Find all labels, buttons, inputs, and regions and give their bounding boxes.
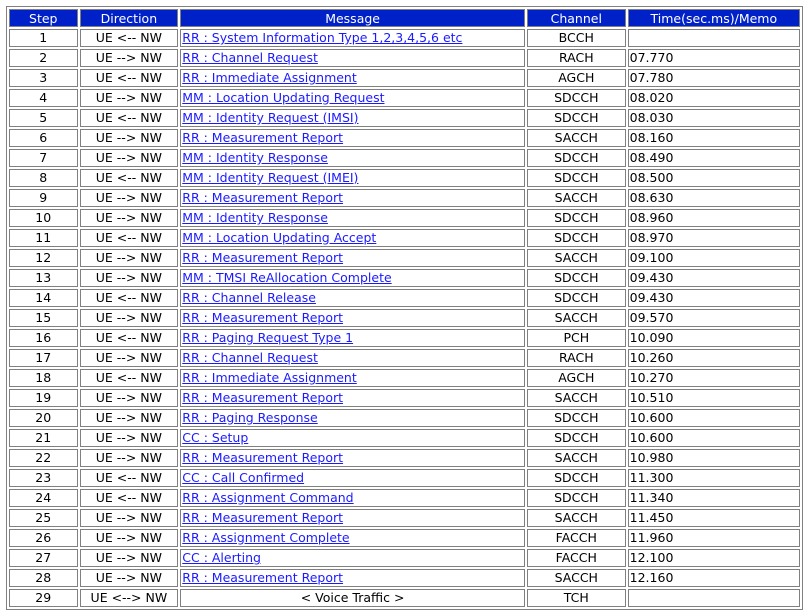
table-row <box>9 29 800 47</box>
channel-cell: RACH <box>527 49 626 67</box>
direction-cell: UE --> NW <box>80 269 179 287</box>
step-cell: 12 <box>9 249 78 267</box>
message-link[interactable]: RR : Immediate Assignment <box>182 370 357 385</box>
message-link[interactable]: RR : Measurement Report <box>182 570 344 585</box>
direction-cell: UE --> NW <box>80 569 179 587</box>
table-row <box>9 269 800 287</box>
step-cell: 9 <box>9 189 78 207</box>
message-link[interactable]: CC : Call Confirmed <box>182 470 305 485</box>
direction-cell: UE --> NW <box>80 389 179 407</box>
channel-cell: SDCCH <box>527 409 626 427</box>
channel-cell: TCH <box>527 589 626 607</box>
message-cell <box>180 29 525 47</box>
table-row <box>9 349 800 367</box>
time-memo-cell: 11.960 <box>628 529 800 547</box>
step-cell: 11 <box>9 229 78 247</box>
message-link[interactable]: RR : Channel Release <box>182 290 316 305</box>
time-memo-cell: 08.490 <box>628 149 800 167</box>
time-memo-cell: 11.340 <box>628 489 800 507</box>
direction-cell: UE --> NW <box>80 249 179 267</box>
table-row <box>9 209 800 227</box>
step-cell: 28 <box>9 569 78 587</box>
time-memo-cell: 09.430 <box>628 289 800 307</box>
message-cell <box>180 369 525 387</box>
step-cell: 14 <box>9 289 78 307</box>
message-link[interactable]: MM : Location Updating Request <box>182 90 385 105</box>
table-row <box>9 389 800 407</box>
message-link[interactable]: RR : Measurement Report <box>182 310 344 325</box>
header-direction: Direction <box>80 9 179 27</box>
message-link[interactable]: RR : Measurement Report <box>182 390 344 405</box>
table-row <box>9 429 800 447</box>
direction-cell: UE <-- NW <box>80 329 179 347</box>
message-link[interactable]: RR : Paging Response <box>182 410 318 425</box>
message-link[interactable]: RR : Measurement Report <box>182 190 344 205</box>
channel-cell: SACCH <box>527 569 626 587</box>
message-link[interactable]: RR : Measurement Report <box>182 450 344 465</box>
message-cell <box>180 329 525 347</box>
step-cell: 27 <box>9 549 78 567</box>
table-row <box>9 589 800 607</box>
message-cell <box>180 309 525 327</box>
table-row <box>9 289 800 307</box>
table-row <box>9 109 800 127</box>
channel-cell: SACCH <box>527 449 626 467</box>
step-cell: 16 <box>9 329 78 347</box>
header-step: Step <box>9 9 78 27</box>
step-cell: 8 <box>9 169 78 187</box>
direction-cell: UE <-- NW <box>80 69 179 87</box>
time-memo-cell: 08.960 <box>628 209 800 227</box>
table-row <box>9 369 800 387</box>
time-memo-cell: 08.970 <box>628 229 800 247</box>
message-cell <box>180 129 525 147</box>
step-cell: 24 <box>9 489 78 507</box>
message-log-container <box>6 6 803 610</box>
time-memo-cell: 08.630 <box>628 189 800 207</box>
step-cell: 7 <box>9 149 78 167</box>
time-memo-cell: 10.270 <box>628 369 800 387</box>
message-link[interactable]: RR : Channel Request <box>182 350 318 365</box>
direction-cell: UE --> NW <box>80 529 179 547</box>
step-cell: 26 <box>9 529 78 547</box>
channel-cell: SACCH <box>527 249 626 267</box>
direction-cell: UE --> NW <box>80 309 179 327</box>
step-cell: 21 <box>9 429 78 447</box>
channel-cell: PCH <box>527 329 626 347</box>
message-cell <box>180 289 525 307</box>
step-cell: 18 <box>9 369 78 387</box>
message-log-body <box>9 29 800 607</box>
time-memo-cell: 12.160 <box>628 569 800 587</box>
step-cell: 29 <box>9 589 78 607</box>
step-cell: 4 <box>9 89 78 107</box>
channel-cell: BCCH <box>527 29 626 47</box>
time-memo-cell: 10.600 <box>628 429 800 447</box>
channel-cell: SDCCH <box>527 469 626 487</box>
time-memo-cell: 09.430 <box>628 269 800 287</box>
time-memo-cell: 08.030 <box>628 109 800 127</box>
header-row <box>9 9 800 27</box>
message-cell <box>180 409 525 427</box>
message-cell <box>180 109 525 127</box>
time-memo-cell: 08.020 <box>628 89 800 107</box>
table-row <box>9 569 800 587</box>
message-link[interactable]: RR : Measurement Report <box>182 510 344 525</box>
time-memo-cell: 09.100 <box>628 249 800 267</box>
direction-cell: UE --> NW <box>80 129 179 147</box>
direction-cell: UE --> NW <box>80 409 179 427</box>
message-cell <box>180 569 525 587</box>
direction-cell: UE <-- NW <box>80 469 179 487</box>
time-memo-cell: 08.160 <box>628 129 800 147</box>
direction-cell: UE --> NW <box>80 49 179 67</box>
channel-cell: SACCH <box>527 389 626 407</box>
message-cell <box>180 69 525 87</box>
channel-cell: SDCCH <box>527 489 626 507</box>
direction-cell: UE <-- NW <box>80 489 179 507</box>
channel-cell: SDCCH <box>527 209 626 227</box>
header-channel: Channel <box>527 9 626 27</box>
message-cell <box>180 269 525 287</box>
time-memo-cell: 11.300 <box>628 469 800 487</box>
time-memo-cell: 10.260 <box>628 349 800 367</box>
channel-cell: FACCH <box>527 549 626 567</box>
step-cell: 10 <box>9 209 78 227</box>
direction-cell: UE <-- NW <box>80 169 179 187</box>
step-cell: 17 <box>9 349 78 367</box>
direction-cell: UE <-- NW <box>80 29 179 47</box>
table-row <box>9 449 800 467</box>
message-link[interactable]: CC : Setup <box>182 430 249 445</box>
table-row <box>9 169 800 187</box>
direction-cell: UE <-- NW <box>80 369 179 387</box>
message-cell <box>180 349 525 367</box>
table-row <box>9 69 800 87</box>
step-cell: 15 <box>9 309 78 327</box>
channel-cell: SACCH <box>527 129 626 147</box>
step-cell: 25 <box>9 509 78 527</box>
message-cell <box>180 209 525 227</box>
header-time-memo: Time(sec.ms)/Memo <box>628 9 800 27</box>
message-link[interactable]: RR : Measurement Report <box>182 130 344 145</box>
message-cell <box>180 189 525 207</box>
time-memo-cell <box>628 29 800 47</box>
direction-cell: UE <-- NW <box>80 229 179 247</box>
table-row <box>9 129 800 147</box>
direction-cell: UE <--> NW <box>80 589 179 607</box>
table-row <box>9 149 800 167</box>
table-row <box>9 509 800 527</box>
message-link[interactable]: RR : Channel Request <box>182 50 318 65</box>
message-link[interactable]: MM : Identity Request (IMEI) <box>182 170 359 185</box>
direction-cell: UE --> NW <box>80 89 179 107</box>
step-cell: 6 <box>9 129 78 147</box>
step-cell: 2 <box>9 49 78 67</box>
direction-cell: UE --> NW <box>80 209 179 227</box>
header-message: Message <box>180 9 525 27</box>
direction-cell: UE --> NW <box>80 449 179 467</box>
time-memo-cell: 08.500 <box>628 169 800 187</box>
message-cell <box>180 509 525 527</box>
message-link[interactable]: RR : Paging Request Type 1 <box>182 330 354 345</box>
time-memo-cell: 12.100 <box>628 549 800 567</box>
channel-cell: SDCCH <box>527 229 626 247</box>
time-memo-cell: 09.570 <box>628 309 800 327</box>
table-row <box>9 189 800 207</box>
channel-cell: SACCH <box>527 309 626 327</box>
message-log-table <box>6 6 803 610</box>
message-cell <box>180 529 525 547</box>
time-memo-cell: 10.090 <box>628 329 800 347</box>
step-cell: 13 <box>9 269 78 287</box>
time-memo-cell: 07.770 <box>628 49 800 67</box>
time-memo-cell <box>628 589 800 607</box>
table-row <box>9 489 800 507</box>
message-link[interactable]: RR : Assignment Complete <box>182 530 350 545</box>
step-cell: 1 <box>9 29 78 47</box>
message-cell <box>180 449 525 467</box>
message-link[interactable]: MM : Location Updating Accept <box>182 230 377 245</box>
message-link[interactable]: RR : Immediate Assignment <box>182 70 357 85</box>
channel-cell: SDCCH <box>527 89 626 107</box>
table-row <box>9 309 800 327</box>
step-cell: 23 <box>9 469 78 487</box>
message-cell <box>180 149 525 167</box>
channel-cell: SDCCH <box>527 149 626 167</box>
message-cell <box>180 469 525 487</box>
channel-cell: SACCH <box>527 189 626 207</box>
time-memo-cell: 10.980 <box>628 449 800 467</box>
step-cell: 19 <box>9 389 78 407</box>
direction-cell: UE --> NW <box>80 549 179 567</box>
time-memo-cell: 11.450 <box>628 509 800 527</box>
message-cell <box>180 229 525 247</box>
message-cell <box>180 549 525 567</box>
table-row <box>9 409 800 427</box>
message-cell: < Voice Traffic > <box>180 589 525 607</box>
step-cell: 3 <box>9 69 78 87</box>
message-cell <box>180 249 525 267</box>
step-cell: 22 <box>9 449 78 467</box>
step-cell: 5 <box>9 109 78 127</box>
direction-cell: UE <-- NW <box>80 289 179 307</box>
message-link[interactable]: RR : Assignment Command <box>182 490 354 505</box>
direction-cell: UE --> NW <box>80 509 179 527</box>
message-cell <box>180 429 525 447</box>
time-memo-cell: 10.510 <box>628 389 800 407</box>
direction-cell: UE --> NW <box>80 189 179 207</box>
channel-cell: SDCCH <box>527 169 626 187</box>
direction-cell: UE --> NW <box>80 149 179 167</box>
direction-cell: UE --> NW <box>80 429 179 447</box>
table-row <box>9 49 800 67</box>
message-cell <box>180 169 525 187</box>
table-row <box>9 89 800 107</box>
table-row <box>9 249 800 267</box>
channel-cell: SDCCH <box>527 109 626 127</box>
channel-cell: AGCH <box>527 69 626 87</box>
table-row <box>9 469 800 487</box>
channel-cell: FACCH <box>527 529 626 547</box>
message-link[interactable]: MM : Identity Request (IMSI) <box>182 110 359 125</box>
table-row <box>9 329 800 347</box>
time-memo-cell: 07.780 <box>628 69 800 87</box>
table-row <box>9 529 800 547</box>
direction-cell: UE --> NW <box>80 349 179 367</box>
message-cell <box>180 89 525 107</box>
channel-cell: SDCCH <box>527 289 626 307</box>
table-row <box>9 229 800 247</box>
message-link[interactable]: MM : Identity Response <box>182 150 328 165</box>
message-link[interactable]: MM : TMSI ReAllocation Complete <box>182 270 392 285</box>
channel-cell: SACCH <box>527 509 626 527</box>
message-link[interactable]: CC : Alerting <box>182 550 261 565</box>
table-row <box>9 549 800 567</box>
message-cell <box>180 489 525 507</box>
message-link[interactable]: RR : Measurement Report <box>182 250 344 265</box>
channel-cell: AGCH <box>527 369 626 387</box>
channel-cell: SDCCH <box>527 429 626 447</box>
channel-cell: SDCCH <box>527 269 626 287</box>
direction-cell: UE <-- NW <box>80 109 179 127</box>
message-link[interactable]: RR : System Information Type 1,2,3,4,5,6 etc <box>182 30 463 45</box>
message-cell <box>180 49 525 67</box>
time-memo-cell: 10.600 <box>628 409 800 427</box>
message-cell <box>180 389 525 407</box>
step-cell: 20 <box>9 409 78 427</box>
channel-cell: RACH <box>527 349 626 367</box>
message-link[interactable]: MM : Identity Response <box>182 210 328 225</box>
